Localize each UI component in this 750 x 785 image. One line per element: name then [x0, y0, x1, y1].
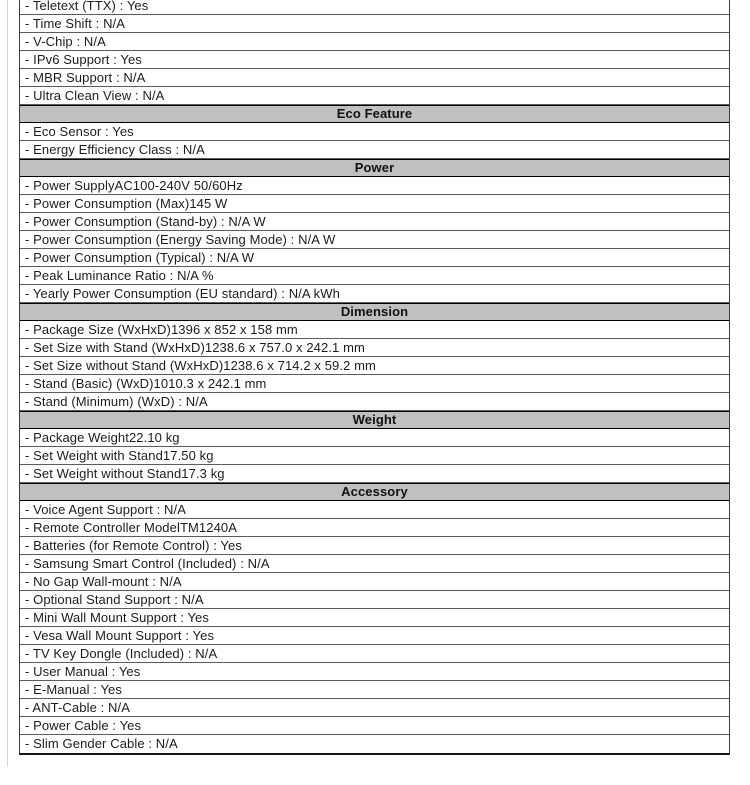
- spec-row: - Batteries (for Remote Control) : Yes: [20, 537, 729, 555]
- page-left-rule: [7, 0, 8, 767]
- spec-row: - Slim Gender Cable : N/A: [25, 736, 178, 751]
- section-header: Dimension: [20, 303, 729, 321]
- spec-row: - Time Shift : N/A: [20, 15, 729, 33]
- section-header: Weight: [20, 411, 729, 429]
- spec-row: - Power Consumption (Max)145 W: [20, 195, 729, 213]
- spec-row: - Set Weight without Stand17.3 kg: [20, 465, 729, 483]
- spec-row: - Set Size with Stand (WxHxD)1238.6 x 757.0 x 242.1 mm: [20, 339, 729, 357]
- spec-row: - Ultra Clean View : N/A: [20, 87, 729, 105]
- spec-row: - Peak Luminance Ratio : N/A %: [20, 267, 729, 285]
- spec-row: - Eco Sensor : Yes: [20, 123, 729, 141]
- spec-row: - MBR Support : N/A: [20, 69, 729, 87]
- spec-row: - Package Weight22.10 kg: [20, 429, 729, 447]
- spec-row: - Samsung Smart Control (Included) : N/A: [20, 555, 729, 573]
- section-header: Power: [20, 159, 729, 177]
- spec-row: - Power Consumption (Energy Saving Mode) : N/A W: [20, 231, 729, 249]
- spec-row: - Yearly Power Consumption (EU standard) : N/A kWh: [20, 285, 729, 303]
- spec-row: - Power Cable : Yes: [20, 717, 729, 735]
- spec-row: - Power Consumption (Typical) : N/A W: [20, 249, 729, 267]
- section-header: Eco Feature: [20, 105, 729, 123]
- spec-row: - User Manual : Yes: [20, 663, 729, 681]
- spec-row: - Remote Controller ModelTM1240A: [20, 519, 729, 537]
- spec-row: - V-Chip : N/A: [20, 33, 729, 51]
- spec-row: - Package Size (WxHxD)1396 x 852 x 158 mm: [20, 321, 729, 339]
- spec-row: - Vesa Wall Mount Support : Yes: [20, 627, 729, 645]
- spec-row: - Power Consumption (Stand-by) : N/A W: [20, 213, 729, 231]
- spec-row: - Energy Efficiency Class : N/A: [20, 141, 729, 159]
- spec-table: [19, 0, 730, 755]
- spec-row: - Mini Wall Mount Support : Yes: [20, 609, 729, 627]
- spec-row: - Stand (Basic) (WxD)1010.3 x 242.1 mm: [20, 375, 729, 393]
- spec-row: - No Gap Wall-mount : N/A: [20, 573, 729, 591]
- spec-row: - ANT-Cable : N/A: [20, 699, 729, 717]
- section-header: Accessory: [20, 483, 729, 501]
- spec-row: - Stand (Minimum) (WxD) : N/A: [20, 393, 729, 411]
- spec-row: - Power SupplyAC100-240V 50/60Hz: [20, 177, 729, 195]
- spec-row: - Set Size without Stand (WxHxD)1238.6 x 714.2 x 59.2 mm: [20, 357, 729, 375]
- spec-row: - Voice Agent Support : N/A: [20, 501, 729, 519]
- spec-row: - Set Weight with Stand17.50 kg: [20, 447, 729, 465]
- spec-row: - Optional Stand Support : N/A: [20, 591, 729, 609]
- spec-row: - IPv6 Support : Yes: [20, 51, 729, 69]
- spec-row: - E-Manual : Yes: [20, 681, 729, 699]
- spec-row: - TV Key Dongle (Included) : N/A: [20, 645, 729, 663]
- spec-row: - Teletext (TTX) : Yes: [20, 0, 729, 15]
